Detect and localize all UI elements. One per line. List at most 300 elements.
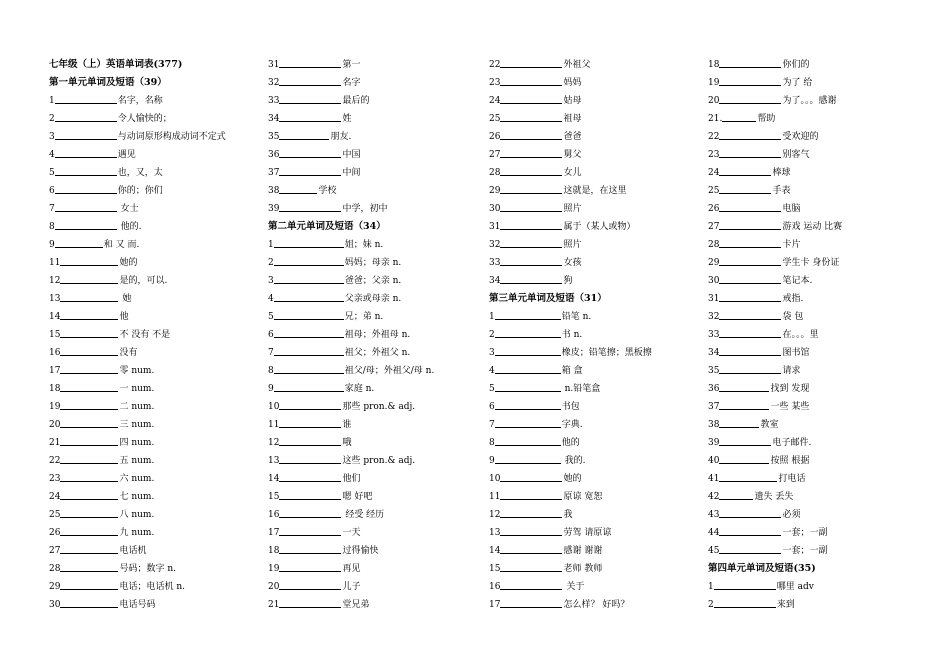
item-number: 4	[489, 366, 495, 376]
vocab-item	[268, 506, 483, 524]
answer-blank[interactable]	[60, 327, 118, 338]
item-number: 21	[268, 600, 280, 610]
item-meaning: 遗失 丢失	[754, 492, 794, 502]
answer-blank[interactable]	[719, 183, 771, 194]
answer-blank[interactable]	[500, 561, 562, 572]
vocab-item	[268, 110, 483, 128]
item-meaning: 兄；弟 n.	[344, 312, 384, 322]
item-meaning: 五 num.	[119, 456, 155, 466]
answer-blank[interactable]	[55, 129, 117, 140]
item-meaning: 一套；一副	[782, 528, 828, 538]
item-meaning: 哦	[342, 438, 352, 448]
answer-blank[interactable]	[719, 165, 771, 176]
item-number: 15	[268, 492, 280, 502]
answer-blank[interactable]	[719, 525, 781, 536]
item-meaning: 你的；你们	[117, 186, 163, 196]
column-3	[489, 56, 704, 614]
answer-blank[interactable]	[60, 561, 118, 572]
answer-blank[interactable]	[60, 273, 118, 284]
section-heading: 七年级（上）英语单词表(377)	[49, 59, 183, 70]
answer-blank[interactable]	[719, 147, 781, 158]
item-number: 13	[49, 294, 61, 304]
answer-blank[interactable]	[60, 399, 118, 410]
answer-blank[interactable]	[719, 417, 759, 428]
item-number: 9	[268, 384, 274, 394]
answer-blank[interactable]	[60, 543, 118, 554]
answer-blank[interactable]	[60, 291, 118, 302]
item-number: 21	[49, 438, 61, 448]
item-meaning: 与动词原形构成动词不定式	[117, 132, 226, 142]
vocab-item	[49, 326, 264, 344]
answer-blank[interactable]	[495, 327, 561, 338]
answer-blank[interactable]	[279, 561, 341, 572]
answer-blank[interactable]	[500, 111, 562, 122]
answer-blank[interactable]	[279, 165, 341, 176]
answer-blank[interactable]	[719, 345, 781, 356]
answer-blank[interactable]	[500, 489, 562, 500]
item-meaning: 这就是，在这里	[563, 186, 627, 196]
answer-blank[interactable]	[279, 183, 317, 194]
answer-blank[interactable]	[55, 183, 117, 194]
item-number: 2	[708, 600, 714, 610]
answer-blank[interactable]	[719, 219, 781, 230]
answer-blank[interactable]	[719, 201, 781, 212]
answer-blank[interactable]	[279, 453, 341, 464]
item-number: 34	[489, 276, 501, 286]
answer-blank[interactable]	[55, 93, 117, 104]
answer-blank[interactable]	[274, 255, 344, 266]
answer-blank[interactable]	[279, 417, 341, 428]
vocab-item	[489, 596, 704, 614]
vocab-item	[268, 380, 483, 398]
answer-blank[interactable]	[719, 273, 781, 284]
item-meaning: 箱 盒	[561, 366, 583, 376]
vocab-item	[708, 596, 923, 614]
item-meaning: 铅笔 n.	[561, 312, 592, 322]
vocab-item	[268, 362, 483, 380]
section-heading: 第二单元单词及短语（34）	[268, 221, 386, 232]
vocab-item	[489, 488, 704, 506]
answer-blank[interactable]	[279, 579, 341, 590]
answer-blank[interactable]	[719, 399, 769, 410]
answer-blank[interactable]	[500, 255, 562, 266]
item-meaning: 一些 某些	[770, 402, 810, 412]
vocab-item	[708, 92, 923, 110]
answer-blank[interactable]	[279, 147, 341, 158]
item-number: 1	[708, 582, 714, 592]
vocab-item	[489, 218, 704, 236]
answer-blank[interactable]	[500, 219, 562, 230]
item-number: 26	[489, 132, 501, 142]
answer-blank[interactable]	[279, 399, 341, 410]
item-meaning: 帮助	[757, 114, 776, 124]
answer-blank[interactable]	[279, 93, 341, 104]
item-meaning: 戒指.	[782, 294, 804, 304]
answer-blank[interactable]	[500, 75, 562, 86]
vocab-item	[489, 200, 704, 218]
item-number: 17	[489, 600, 501, 610]
answer-blank[interactable]	[279, 525, 341, 536]
item-number: 7	[489, 420, 495, 430]
vocab-item	[49, 452, 264, 470]
answer-blank[interactable]	[719, 309, 781, 320]
answer-blank[interactable]	[60, 453, 118, 464]
answer-blank[interactable]	[55, 165, 117, 176]
item-number: 13	[489, 528, 501, 538]
item-meaning: 他的	[561, 438, 580, 448]
vocab-item	[268, 236, 483, 254]
item-number: 14	[49, 312, 61, 322]
item-meaning: 我的.	[561, 456, 586, 466]
vocab-item	[489, 128, 704, 146]
vocab-item	[489, 308, 704, 326]
answer-blank[interactable]	[500, 237, 562, 248]
vocab-item	[268, 74, 483, 92]
item-number: 44	[708, 528, 720, 538]
vocab-item	[708, 362, 923, 380]
item-number: 37	[268, 168, 280, 178]
item-meaning: 八 num.	[119, 510, 155, 520]
item-number: 28	[49, 564, 61, 574]
answer-blank[interactable]	[279, 129, 329, 140]
item-number: 31	[268, 60, 280, 70]
item-number: 26	[49, 528, 61, 538]
vocab-item	[268, 344, 483, 362]
answer-blank[interactable]	[500, 597, 562, 608]
item-meaning: 妈妈	[563, 78, 582, 88]
item-number: 34	[708, 348, 720, 358]
answer-blank[interactable]	[274, 363, 344, 374]
answer-blank[interactable]	[60, 381, 118, 392]
item-meaning: 教室	[760, 420, 779, 430]
answer-blank[interactable]	[495, 309, 561, 320]
column-1	[49, 56, 264, 614]
vocab-item	[489, 146, 704, 164]
item-meaning: 哪里 adv	[776, 582, 814, 592]
item-number: 25	[489, 114, 501, 124]
item-number: 5	[489, 384, 495, 394]
item-meaning: 学校	[318, 186, 337, 196]
item-number: 18	[49, 384, 61, 394]
vocab-item	[708, 434, 923, 452]
section-heading: 第一单元单词及短语（39）	[49, 77, 167, 88]
item-meaning: 妈妈；母亲 n.	[344, 258, 402, 268]
answer-blank[interactable]	[714, 579, 776, 590]
answer-blank[interactable]	[500, 57, 562, 68]
vocab-item	[268, 542, 483, 560]
answer-blank[interactable]	[719, 93, 781, 104]
vocab-item	[49, 470, 264, 488]
vocab-item	[708, 218, 923, 236]
item-number: 30	[49, 600, 61, 610]
answer-blank[interactable]	[500, 183, 562, 194]
answer-blank[interactable]	[500, 273, 562, 284]
item-number: 12	[268, 438, 280, 448]
answer-blank[interactable]	[274, 381, 344, 392]
answer-blank[interactable]	[495, 381, 561, 392]
item-number: 3	[489, 348, 495, 358]
vocab-item	[49, 398, 264, 416]
answer-blank[interactable]	[719, 381, 769, 392]
item-meaning: 你们的	[782, 60, 810, 70]
answer-blank[interactable]	[279, 75, 341, 86]
item-number: 30	[489, 204, 501, 214]
item-meaning: 必须	[782, 510, 801, 520]
answer-blank[interactable]	[60, 471, 118, 482]
vocab-item	[708, 200, 923, 218]
item-meaning: 舅父	[563, 150, 582, 160]
vocab-item	[268, 56, 483, 74]
answer-blank[interactable]	[60, 435, 118, 446]
vocab-item	[49, 434, 264, 452]
item-meaning: 那些 pron.& adj.	[342, 402, 416, 412]
answer-blank[interactable]	[274, 345, 344, 356]
item-meaning: 一 num.	[119, 384, 155, 394]
answer-blank[interactable]	[279, 507, 341, 518]
vocab-item	[268, 290, 483, 308]
item-meaning: 是的，可以.	[119, 276, 168, 286]
item-number: 3	[49, 132, 55, 142]
item-meaning: 我	[563, 510, 573, 520]
answer-blank[interactable]	[60, 489, 118, 500]
answer-blank[interactable]	[719, 363, 781, 374]
item-number: 8	[268, 366, 274, 376]
answer-blank[interactable]	[500, 147, 562, 158]
vocab-item	[489, 164, 704, 182]
answer-blank[interactable]	[719, 237, 781, 248]
vocab-item	[708, 146, 923, 164]
vocab-item	[268, 200, 483, 218]
item-number: 28	[708, 240, 720, 250]
answer-blank[interactable]	[719, 471, 777, 482]
item-number: 16	[489, 582, 501, 592]
item-meaning: 电话；电话机 n.	[119, 582, 185, 592]
item-number: 30	[708, 276, 720, 286]
vocab-item	[268, 182, 483, 200]
answer-blank[interactable]	[279, 111, 341, 122]
vocab-item	[49, 362, 264, 380]
answer-blank[interactable]	[495, 345, 561, 356]
item-number: 20	[268, 582, 280, 592]
answer-blank[interactable]	[60, 525, 118, 536]
vocab-item	[268, 560, 483, 578]
answer-blank[interactable]	[274, 309, 344, 320]
item-meaning: 一套；一副	[782, 546, 828, 556]
item-meaning: 书 n.	[561, 330, 583, 340]
item-number: 28	[489, 168, 501, 178]
item-meaning: 女士	[117, 204, 139, 214]
answer-blank[interactable]	[60, 309, 118, 320]
vocab-item	[489, 92, 704, 110]
answer-blank[interactable]	[55, 237, 103, 248]
answer-blank[interactable]	[719, 75, 781, 86]
answer-blank[interactable]	[500, 579, 562, 590]
answer-blank[interactable]	[274, 291, 344, 302]
answer-blank[interactable]	[55, 147, 117, 158]
item-meaning: 六 num.	[119, 474, 155, 484]
item-number: 2	[489, 330, 495, 340]
answer-blank[interactable]	[279, 201, 341, 212]
answer-blank[interactable]	[495, 363, 561, 374]
answer-blank[interactable]	[60, 363, 118, 374]
answer-blank[interactable]	[500, 471, 562, 482]
answer-blank[interactable]	[719, 543, 781, 554]
answer-blank[interactable]	[719, 489, 753, 500]
vocab-item	[268, 452, 483, 470]
answer-blank[interactable]	[55, 111, 117, 122]
item-number: 29	[708, 258, 720, 268]
answer-blank[interactable]	[719, 327, 781, 338]
vocab-item	[489, 524, 704, 542]
item-number: 14	[268, 474, 280, 484]
answer-blank[interactable]	[722, 111, 756, 122]
item-meaning: 爸爸；父亲 n.	[344, 276, 402, 286]
item-meaning: 学生卡 身份证	[782, 258, 840, 268]
answer-blank[interactable]	[60, 255, 118, 266]
answer-blank[interactable]	[500, 93, 562, 104]
answer-blank[interactable]	[500, 543, 562, 554]
answer-blank[interactable]	[719, 453, 769, 464]
item-number: 36	[708, 384, 720, 394]
item-number: 15	[489, 564, 501, 574]
item-number: 20	[49, 420, 61, 430]
item-meaning: 请求	[782, 366, 801, 376]
item-meaning: 她	[119, 294, 132, 304]
vocab-item	[268, 146, 483, 164]
answer-blank[interactable]	[500, 165, 562, 176]
answer-blank[interactable]	[495, 399, 561, 410]
item-number: 23	[49, 474, 61, 484]
item-meaning: 找到 发现	[770, 384, 810, 394]
item-meaning: 老师 教师	[563, 564, 603, 574]
vocab-item	[708, 56, 923, 74]
answer-blank[interactable]	[60, 597, 118, 608]
item-number: 39	[268, 204, 280, 214]
answer-blank[interactable]	[719, 129, 781, 140]
answer-blank[interactable]	[500, 507, 562, 518]
section-heading: 第三单元单词及短语（31）	[489, 293, 607, 304]
vocab-item	[268, 326, 483, 344]
item-number: 3	[268, 276, 274, 286]
item-number: 5	[49, 168, 55, 178]
answer-blank[interactable]	[719, 291, 781, 302]
vocab-item	[268, 128, 483, 146]
answer-blank[interactable]	[55, 219, 117, 230]
answer-blank[interactable]	[279, 57, 341, 68]
vocab-item	[49, 218, 264, 236]
item-number: 41	[708, 474, 720, 484]
item-number: 22	[489, 60, 501, 70]
item-meaning: 受欢迎的	[782, 132, 819, 142]
item-number: 4	[268, 294, 274, 304]
item-meaning: 电话号码	[119, 600, 156, 610]
answer-blank[interactable]	[274, 237, 344, 248]
item-number: 19	[49, 402, 61, 412]
answer-blank[interactable]	[60, 417, 118, 428]
answer-blank[interactable]	[60, 507, 118, 518]
item-number: 14	[489, 546, 501, 556]
answer-blank[interactable]	[274, 327, 344, 338]
answer-blank[interactable]	[719, 507, 781, 518]
item-meaning: 电话机	[119, 546, 147, 556]
item-number: 5	[268, 312, 274, 322]
item-meaning: 谁	[342, 420, 352, 430]
vocab-item	[49, 308, 264, 326]
item-meaning: 外祖父	[563, 60, 591, 70]
item-number: 27	[49, 546, 61, 556]
answer-blank[interactable]	[60, 579, 118, 590]
answer-blank[interactable]	[274, 273, 344, 284]
item-number: 17	[268, 528, 280, 538]
vocab-item	[49, 416, 264, 434]
item-meaning: 他的.	[117, 222, 142, 232]
item-number: 6	[49, 186, 55, 196]
vocab-item	[49, 164, 264, 182]
answer-blank[interactable]	[279, 597, 341, 608]
answer-blank[interactable]	[279, 489, 341, 500]
answer-blank[interactable]	[719, 435, 771, 446]
answer-blank[interactable]	[500, 201, 562, 212]
vocab-item	[49, 110, 264, 128]
item-number: 23	[708, 150, 720, 160]
item-number: 31	[708, 294, 720, 304]
item-meaning: 号码；数字 n.	[119, 564, 176, 574]
answer-blank[interactable]	[495, 453, 561, 464]
item-number: 10	[268, 402, 280, 412]
answer-blank[interactable]	[495, 435, 561, 446]
vocab-item	[489, 542, 704, 560]
answer-blank[interactable]	[719, 57, 781, 68]
item-meaning: 过得愉快	[342, 546, 379, 556]
vocab-item	[489, 74, 704, 92]
item-meaning: 手表	[772, 186, 791, 196]
item-meaning: 中间	[342, 168, 361, 178]
item-number: 19	[708, 78, 720, 88]
answer-blank[interactable]	[719, 255, 781, 266]
item-number: 2	[49, 114, 55, 124]
item-number: 31	[489, 222, 501, 232]
answer-blank[interactable]	[279, 435, 341, 446]
vocab-item	[49, 236, 264, 254]
item-number: 1	[489, 312, 495, 322]
item-meaning: 这些 pron.& adj.	[342, 456, 416, 466]
answer-blank[interactable]	[279, 471, 341, 482]
vocab-item	[49, 488, 264, 506]
vocab-item	[49, 344, 264, 362]
answer-blank[interactable]	[500, 129, 562, 140]
item-meaning: 姓	[342, 114, 352, 124]
item-meaning: 打电话	[778, 474, 806, 484]
item-number: 21.	[708, 114, 723, 124]
item-meaning: 堂兄弟	[342, 600, 370, 610]
answer-blank[interactable]	[60, 345, 118, 356]
answer-blank[interactable]	[495, 417, 561, 428]
answer-blank[interactable]	[279, 543, 341, 554]
vocab-item	[489, 326, 704, 344]
item-number: 11	[49, 258, 61, 268]
answer-blank[interactable]	[500, 525, 562, 536]
item-number: 38	[268, 186, 280, 196]
answer-blank[interactable]	[55, 201, 117, 212]
item-meaning: 关于	[563, 582, 585, 592]
item-number: 32	[489, 240, 501, 250]
vocab-item	[708, 452, 923, 470]
item-number: 24	[489, 96, 501, 106]
item-number: 43	[708, 510, 720, 520]
item-number: 13	[268, 456, 280, 466]
item-meaning: 袋 包	[782, 312, 804, 322]
answer-blank[interactable]	[714, 597, 776, 608]
